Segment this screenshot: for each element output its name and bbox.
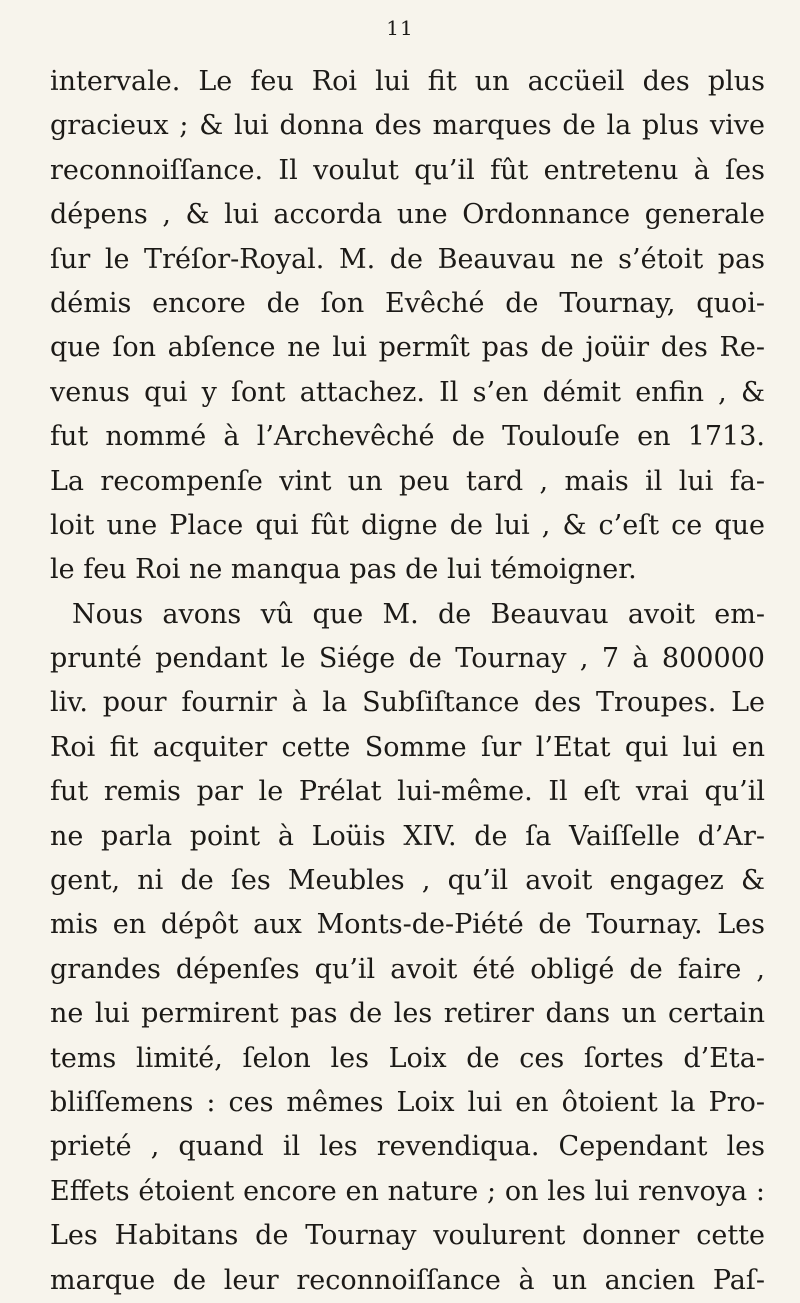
text-line: fut remis par le Prélat lui-même. Il eſt vrai qu’il — [50, 776, 765, 808]
text-line: prunté pendant le Siége de Tournay , 7 à 800000 — [50, 643, 765, 675]
text-line: que ſon abſence ne lui permît pas de joüir des Re- — [50, 332, 765, 364]
text-line: fut nommé à l’Archevêché de Toulouſe en 1713. — [50, 421, 765, 453]
text-line: Nous avons vû que M. de Beauvau avoit em- — [72, 598, 765, 630]
text-line: gent, ni de ſes Meubles , qu’il avoit engagez & — [50, 865, 765, 897]
text-line: La recompenſe vint un peu tard , mais il lui fa- — [50, 465, 765, 497]
text-line: Roi fit acquiter cette Somme ſur l’Etat qui lui en — [50, 731, 765, 763]
text-line: Les Habitans de Tournay voulurent donner cette — [50, 1220, 765, 1252]
text-line: marque de leur reconnoiſſance à un ancien Paſ- — [50, 1264, 765, 1296]
text-line: ne lui permirent pas de les retirer dans un certain — [50, 998, 765, 1030]
text-line: ne parla point à Loüis XIV. de ſa Vaiſſelle d’Ar- — [50, 820, 765, 852]
text-line: tems limité, ſelon les Loix de ces ſortes d’Eta- — [50, 1042, 765, 1074]
text-line: gracieux ; & lui donna des marques de la plus vive — [50, 110, 765, 142]
text-line: reconnoiſſance. Il voulut qu’il fût entretenu à ſes — [50, 154, 765, 186]
text-line: dépens , & lui accorda une Ordonnance generale — [50, 199, 765, 231]
text-line: liv. pour fournir à la Subſiſtance des Troupes. Le — [50, 687, 765, 719]
text-line: intervale. Le feu Roi lui fit un accüeil des plus — [50, 66, 765, 97]
text-line: venus qui y ſont attachez. Il s’en démit enfin , & — [50, 376, 765, 408]
text-line: loit une Place qui fût digne de lui , & c’eſt ce que — [50, 509, 765, 541]
body-text — [50, 60, 765, 1303]
text-line: grandes dépenſes qu’il avoit été obligé de faire , — [50, 953, 765, 985]
text-line: Effets étoient encore en nature ; on les lui renvoya : — [50, 1175, 765, 1207]
text-line: bliſſemens : ces mêmes Loix lui en ôtoient la Pro- — [50, 1086, 765, 1118]
page-number: 11 — [386, 16, 414, 40]
text-line: démis encore de ſon Evêché de Tournay, quoi- — [50, 287, 765, 319]
text-line: mis en dépôt aux Monts-de-Piété de Tournay. Les — [50, 909, 765, 941]
text-line: ſur le Tréſor-Royal. M. de Beauvau ne s’étoit pas — [50, 243, 765, 275]
text-line: le feu Roi ne manqua pas de lui témoigner. — [50, 554, 637, 586]
text-line: prieté , quand il les revendiqua. Cependant les — [50, 1131, 765, 1163]
